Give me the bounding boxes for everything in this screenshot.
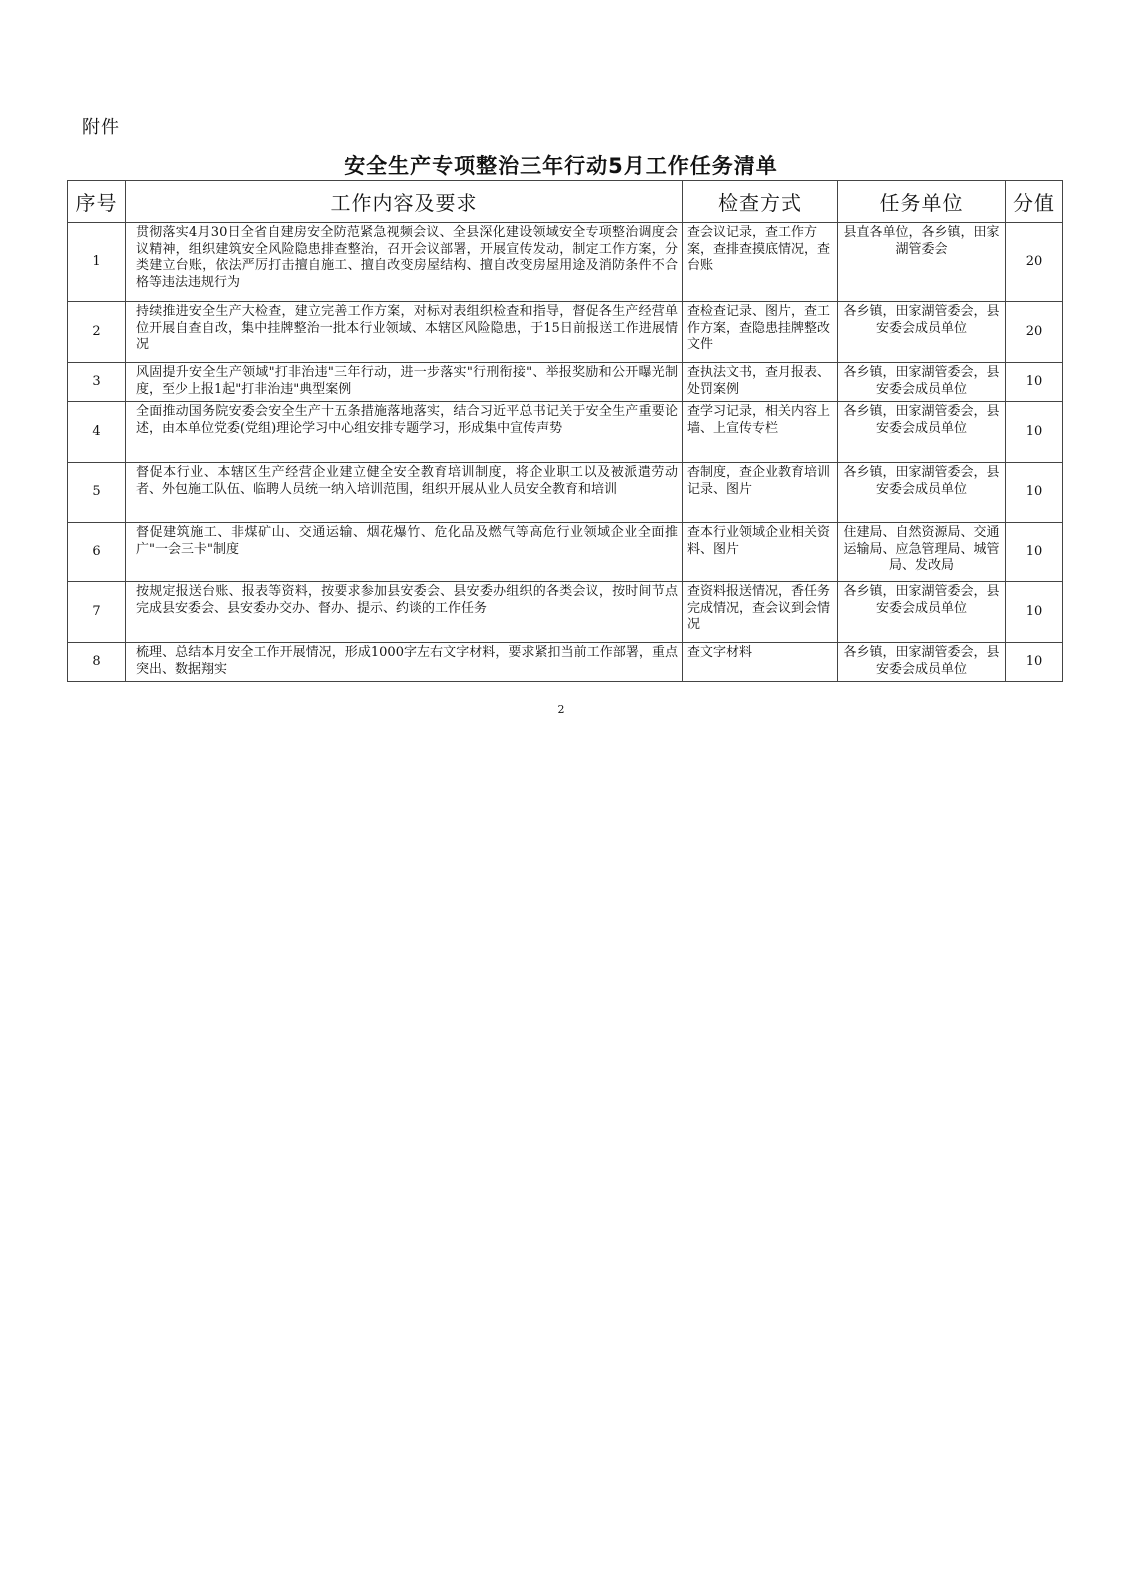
table-row [68, 643, 1063, 682]
row-unit: 各乡镇，田家湖管委会，县安委会成员单位 [838, 582, 1006, 643]
row-content: 按规定报送台账、报表等资料，按要求参加县安委会、县安委办组织的各类会议，按时间节点完成县安委会、县安委办交办、督办、提示、约谈的工作任务 [126, 582, 683, 643]
row-unit: 住建局、自然资源局、交通运输局、应急管理局、城管局、发改局 [838, 523, 1006, 582]
table-row [68, 302, 1063, 363]
row-score: 20 [1006, 302, 1063, 363]
table-row [68, 523, 1063, 582]
table-row [68, 363, 1063, 402]
row-score: 10 [1006, 643, 1063, 682]
row-score: 20 [1006, 223, 1063, 302]
header-content: 工作内容及要求 [126, 181, 683, 223]
document-title: 安全生产专项整治三年行动5月工作任务清单 [344, 154, 778, 178]
row-method: 杳制度，查企业教育培训记录、图片 [683, 463, 838, 523]
table-row [68, 463, 1063, 523]
attachment-label: 附件 [82, 117, 120, 138]
header-unit: 任务单位 [838, 181, 1006, 223]
row-unit: 各乡镇，田家湖管委会，县安委会成员单位 [838, 463, 1006, 523]
row-unit: 县直各单位，各乡镇，田家湖管委会 [838, 223, 1006, 302]
row-method: 查资料报送情况，香任务完成情况，查会议到会情况 [683, 582, 838, 643]
row-unit: 各乡镇，田家湖管委会，县安委会成员单位 [838, 302, 1006, 363]
row-method: 查本行业领域企业相关资料、图片 [683, 523, 838, 582]
row-score: 10 [1006, 363, 1063, 402]
row-seq: 3 [68, 363, 126, 402]
row-score: 10 [1006, 463, 1063, 523]
row-unit: 各乡镇，田家湖管委会，县安委会成员单位 [838, 363, 1006, 402]
row-unit: 各乡镇，田家湖管委会，县安委会成员单位 [838, 402, 1006, 463]
row-seq: 8 [68, 643, 126, 682]
row-seq: 4 [68, 402, 126, 463]
row-content: 全面推动国务院安委会安全生产十五条措施落地落实，结合习近平总书记关于安全生产重要论述，由本单位党委(党组)理论学习中心组安排专题学习，形成集中宣传声势 [126, 402, 683, 463]
row-method: 查检查记录、图片，查工作方案，查隐患挂牌整改文件 [683, 302, 838, 363]
row-content: 风固提升安全生产领域"打非治违"三年行动，进一步落实"行刑衔接"、举报奖励和公开曝光制度，至少上报1起"打非治违"典型案例 [126, 363, 683, 402]
row-seq: 1 [68, 223, 126, 302]
row-seq: 2 [68, 302, 126, 363]
table-header-row [68, 181, 1063, 223]
row-score: 10 [1006, 523, 1063, 582]
row-method: 查文字材料 [683, 643, 838, 682]
row-content: 梳理、总结本月安全工作开展情况，形成1000字左右文字材料，要求紧扣当前工作部署，重点突出、数据翔实 [126, 643, 683, 682]
row-method: 查执法文书，查月报表、处罚案例 [683, 363, 838, 402]
row-content: 督促本行业、本辖区生产经营企业建立健全安全教育培训制度，将企业职工以及被派遣劳动者、外包施工队伍、临聘人员统一纳入培训范围，组织开展从业人员安全教育和培训 [126, 463, 683, 523]
row-unit: 各乡镇，田家湖管委会，县安委会成员单位 [838, 643, 1006, 682]
table-row [68, 582, 1063, 643]
header-method: 检查方式 [683, 181, 838, 223]
row-content: 持续推进安全生产大检查，建立完善工作方案，对标对表组织检查和指导，督促各生产经营单位开展自查自改，集中挂牌整治一批本行业领域、本辖区风险隐患，于15日前报送工作进展情况 [126, 302, 683, 363]
row-seq: 6 [68, 523, 126, 582]
page-number: 2 [557, 703, 565, 716]
row-seq: 7 [68, 582, 126, 643]
row-content: 贯彻落实4月30日全省自建房安全防范紧急视频会议、全县深化建设领域安全专项整治调度会议精神，组织建筑安全风险隐患排查整治，召开会议部署，开展宣传发动，制定工作方案，分类建立台账，依法严厉打击擅自施工、擅自改变房屋结构、擅自改变房屋用途及消防条件不合格等违法违规行为 [126, 223, 683, 302]
table-row [68, 223, 1063, 302]
table-row [68, 402, 1063, 463]
row-score: 10 [1006, 402, 1063, 463]
row-score: 10 [1006, 582, 1063, 643]
row-seq: 5 [68, 463, 126, 523]
row-content: 督促建筑施工、非煤矿山、交通运输、烟花爆竹、危化品及燃气等高危行业领域企业全面推广"一会三卡"制度 [126, 523, 683, 582]
row-method: 查学习记录，相关内容上墙、上宣传专栏 [683, 402, 838, 463]
task-table [67, 180, 1063, 682]
header-score: 分值 [1006, 181, 1063, 223]
header-seq: 序号 [68, 181, 126, 223]
row-method: 查会议记录，查工作方案，查排查摸底情况，查台账 [683, 223, 838, 302]
